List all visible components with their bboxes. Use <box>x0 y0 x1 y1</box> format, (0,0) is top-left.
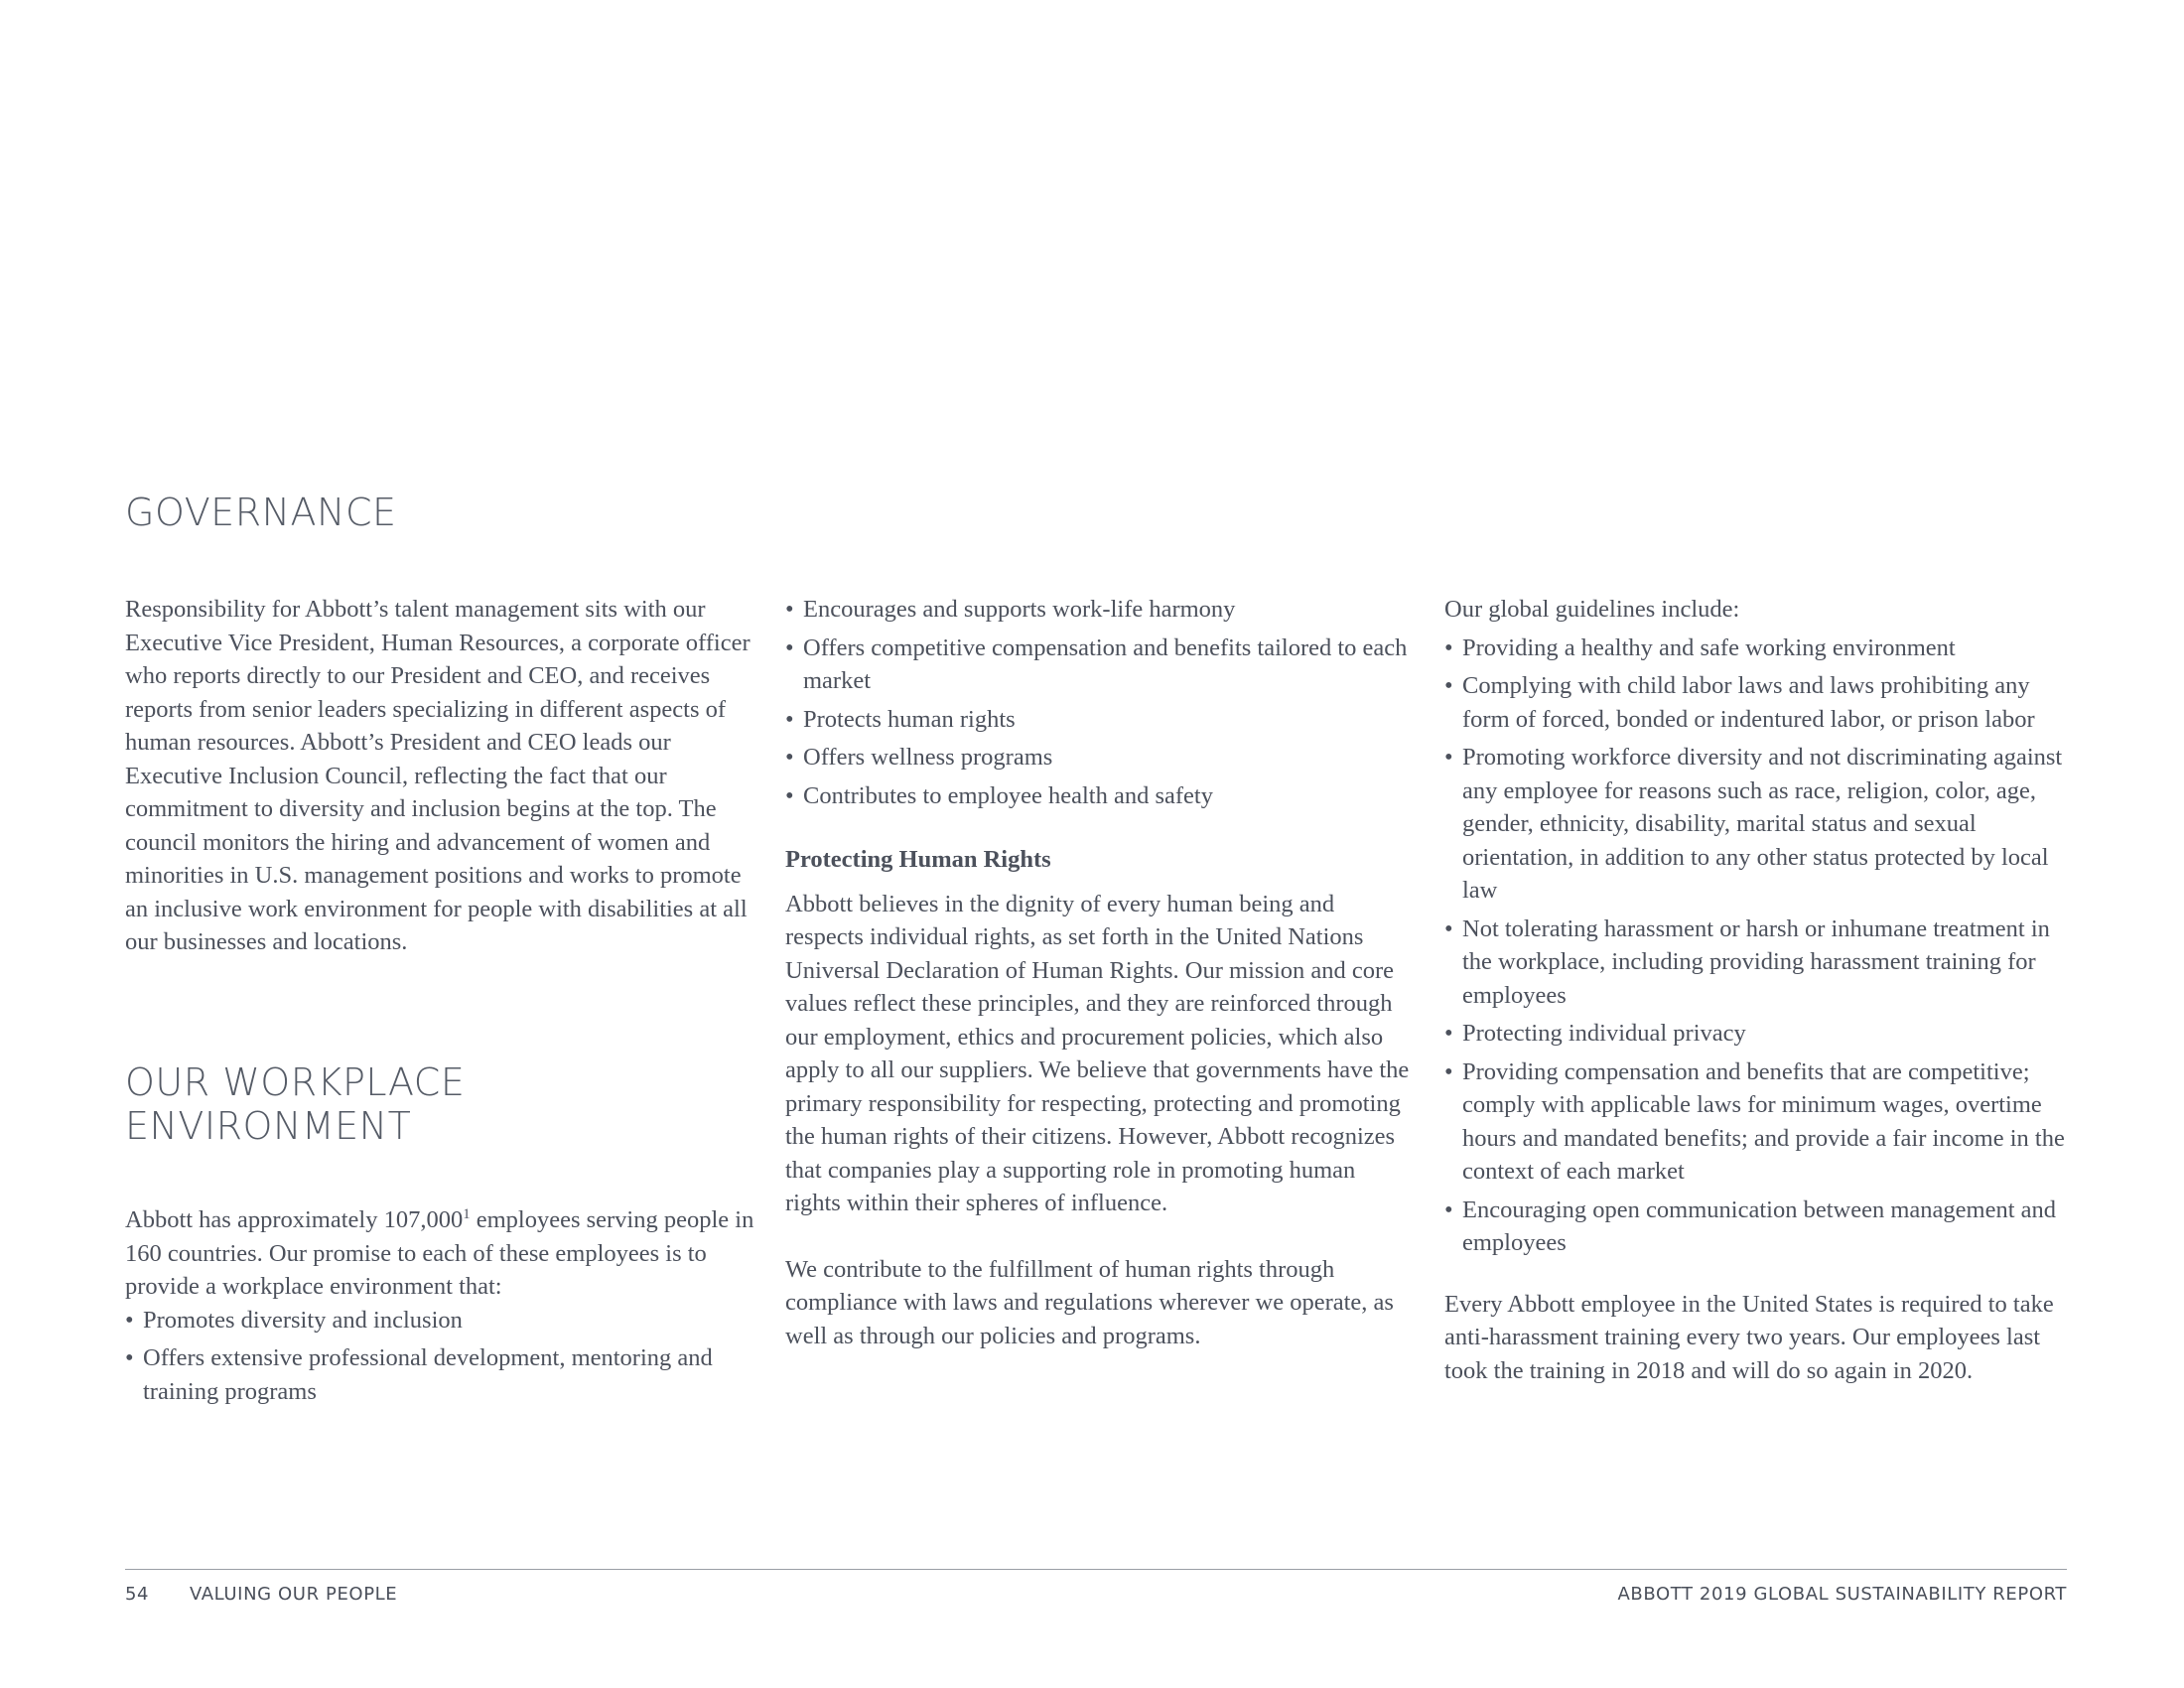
governance-column <box>125 593 760 959</box>
list-item: • Protecting individual privacy <box>1444 1020 1746 1047</box>
guidelines-column <box>1444 593 2080 1387</box>
footer-report-title: ABBOTT 2019 GLOBAL SUSTAINABILITY REPORT <box>1617 1584 2067 1605</box>
list-item: • Protects human rights <box>785 705 1016 733</box>
list-item: • Offers extensive professional development, mentoring and training programs <box>125 1344 713 1405</box>
workplace-column <box>125 1203 760 1413</box>
list-item: • Complying with child labor laws and laws prohibiting any form of forced, bonded or indentured labor, or prison labor <box>1444 672 2035 733</box>
footnote-marker: 1 <box>463 1205 471 1222</box>
workplace-intro-paragraph: Abbott has approximately 107,000$^1$ employees serving people in 160 countries. Our promise to each of these employees is to provide a workplace environment that: <box>125 1205 754 1300</box>
guidelines-intro: Our global guidelines include: <box>1444 596 1740 623</box>
list-item: • Offers competitive compensation and benefits tailored to each market <box>785 633 1408 694</box>
list-item: • Promoting workforce diversity and not discriminating against any employee for reasons such as race, religion, color, age, gender, ethnicity, disability, marital status and sexual orientation, in addition to any other status protected by local law <box>1444 744 2063 904</box>
human-rights-subheading: Protecting Human Rights <box>785 846 1051 873</box>
list-item: • Providing a healthy and safe working environment <box>1444 633 1956 661</box>
human-rights-paragraph-2: We contribute to the fulfillment of human rights through compliance with laws and regulations wherever we operate, as well as through our policies and programs. <box>785 1255 1394 1349</box>
workplace-heading-line2: ENVIRONMENT <box>125 1104 412 1148</box>
list-item: • Encourages and supports work-life harmony <box>785 596 1236 623</box>
workplace-bullet-list <box>125 1304 760 1409</box>
list-item: • Encouraging open communication between management and employees <box>1444 1196 2057 1256</box>
human-rights-column <box>785 593 1416 1352</box>
list-item: • Contributes to employee health and safety <box>785 781 1213 809</box>
guidelines-bullet-list <box>1444 632 2080 1260</box>
workplace-heading <box>125 1060 465 1148</box>
footer-page-number: 54 <box>125 1584 150 1605</box>
list-item: • Promotes diversity and inclusion <box>125 1306 463 1334</box>
list-item: • Offers wellness programs <box>785 744 1053 771</box>
footer-divider <box>125 1569 2067 1570</box>
workplace-heading-line1: OUR WORKPLACE <box>125 1060 466 1104</box>
footer-section-name: VALUING OUR PEOPLE <box>190 1584 398 1605</box>
list-item: • Providing compensation and benefits that are competitive; comply with applicable laws for minimum wages, overtime hours and mandated benefits; and provide a fair income in the context of each market <box>1444 1057 2065 1185</box>
human-rights-paragraph-1: Abbott believes in the dignity of every human being and respects individual rights, as set forth in the United Nations Universal Declaration of Human Rights. Our mission and core values reflect these principles, and they are reinforced through our employment, ethics and procurement policies, which also apply to all our suppliers. We believe that governments have the primary responsibility for respecting, protecting and promoting the human rights of their citizens. However, Abbott recognizes that companies play a supporting role in promoting human rights within their spheres of influence. <box>785 890 1410 1216</box>
anti-harassment-paragraph: Every Abbott employee in the United States is required to take anti-harassment training every two years. Our employees last took the training in 2018 and will do so again in 2020. <box>1444 1290 2054 1384</box>
workplace-bullet-list-continued <box>785 593 1416 812</box>
governance-heading: GOVERNANCE <box>125 491 397 534</box>
governance-paragraph: Responsibility for Abbott’s talent management sits with our Executive Vice President, Human Resources, a corporate officer who reports directly to our President and CEO, and receives reports from senior leaders specializing in different aspects of human resources. Abbott’s President and CEO leads our Executive Inclusion Council, reflecting the fact that our commitment to diversity and inclusion begins at the top. The council monitors the hiring and advancement of women and minorities in U.S. management positions and works to promote an inclusive work environment for people with disabilities at all our businesses and locations. <box>125 596 751 955</box>
list-item: • Not tolerating harassment or harsh or inhumane treatment in the workplace, including providing harassment training for employees <box>1444 914 2050 1009</box>
